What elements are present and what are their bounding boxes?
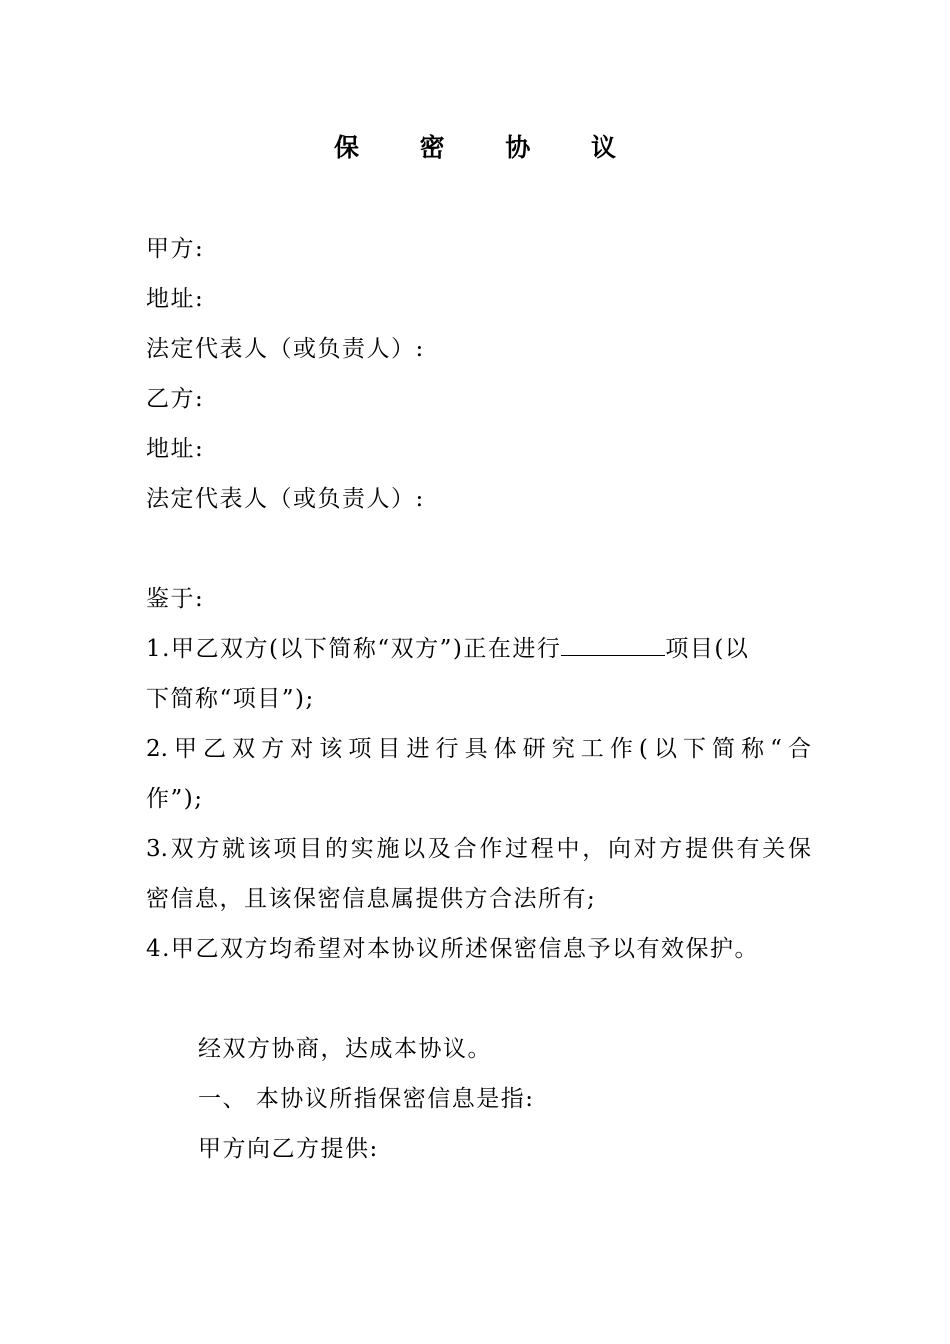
clause-1-text-a: 1.甲乙双方(以下简称“双方”)正在进行: [146, 636, 562, 662]
clause-1-text-b: 项目(以: [665, 636, 750, 662]
section-1-heading: 一、 本协议所指保密信息是指:: [198, 1086, 535, 1112]
clause-1-line-1: [146, 624, 811, 674]
whereas-block: [146, 574, 811, 974]
party-a-label: 甲方:: [146, 236, 205, 262]
agreement-statement: 经双方协商，达成本协议。: [198, 1036, 492, 1062]
parties-block: [146, 224, 811, 524]
agreement-block: [146, 1024, 811, 1174]
party-a-representative-label: 法定代表人（或负责人）:: [146, 336, 425, 362]
whereas-heading: 鉴于:: [146, 586, 205, 612]
document-title: 保 密 协 议: [333, 133, 643, 162]
clause-4-line-1: 4.甲乙双方均希望对本协议所述保密信息予以有效保护。: [146, 936, 759, 962]
section-1-subheading: 甲方向乙方提供:: [198, 1136, 379, 1162]
clause-3-line-2: 密信息，且该保密信息属提供方合法所有;: [146, 886, 597, 912]
clause-2-line-1: 2.甲乙双方对该项目进行具体研究工作(以下简称“合: [146, 736, 811, 762]
party-b-address-label: 地址:: [146, 436, 205, 462]
clause-1-line-2: 下简称“项目”);: [146, 686, 315, 712]
party-a-address-label: 地址:: [146, 286, 205, 312]
project-name-blank[interactable]: [561, 633, 665, 656]
clause-3-line-1: 3.双方就该项目的实施以及合作过程中，向对方提供有关保: [146, 836, 811, 862]
party-b-representative-label: 法定代表人（或负责人）:: [146, 486, 425, 512]
clause-2-line-2: 作”);: [146, 786, 204, 812]
party-b-label: 乙方:: [146, 386, 205, 412]
